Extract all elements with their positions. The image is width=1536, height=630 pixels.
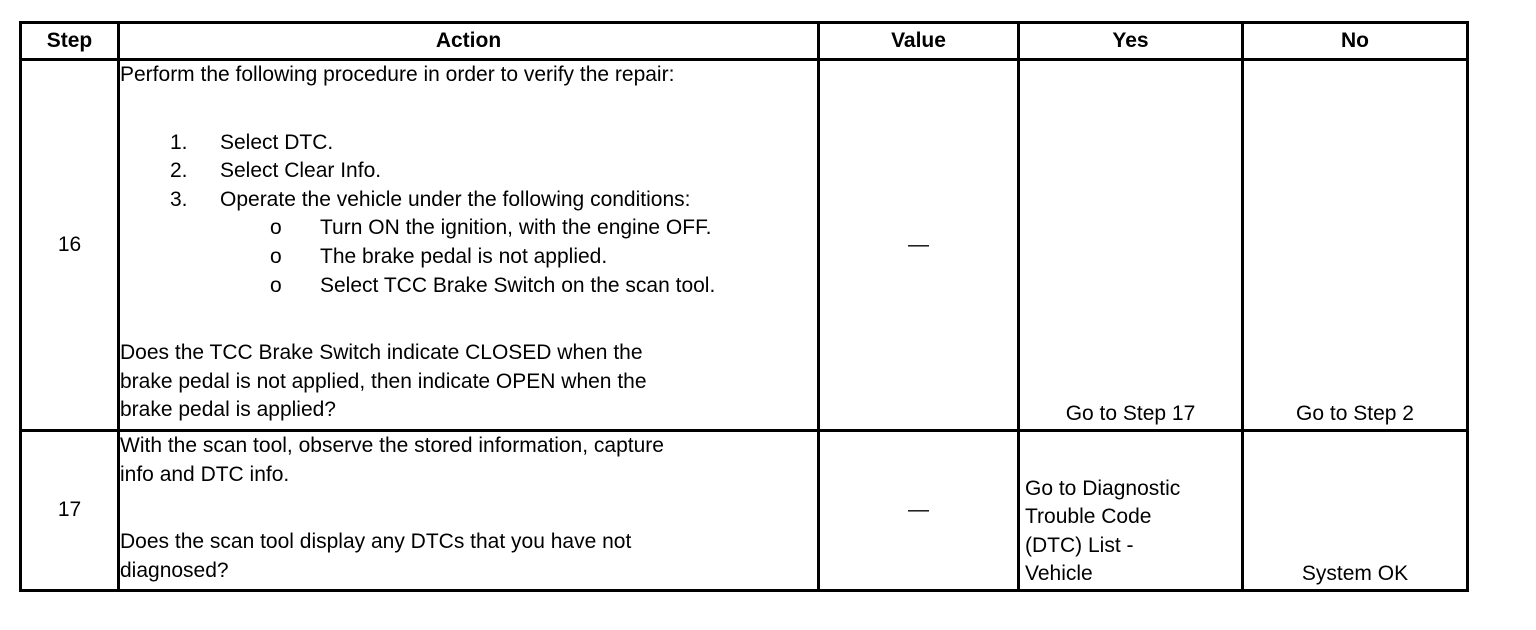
step-text: Operate the vehicle under the following conditions: xyxy=(220,187,691,211)
action-cell xyxy=(119,431,819,591)
procedure-intro: Perform the following procedure in order to verify the repair: xyxy=(120,63,675,86)
yes-cell xyxy=(1019,60,1243,431)
table-row xyxy=(21,431,1468,591)
step-index: 2. xyxy=(170,159,188,183)
question-line: Does the TCC Brake Switch indicate CLOSED when the xyxy=(120,341,643,365)
no-link[interactable]: System OK xyxy=(1301,562,1409,586)
header-action: Action xyxy=(119,23,819,60)
value-dash: — xyxy=(908,498,929,522)
bullet-icon: o xyxy=(270,216,282,240)
yes-link[interactable]: Go to Step 17 xyxy=(1065,402,1196,426)
yes-link[interactable] xyxy=(1025,475,1241,589)
condition-text: The brake pedal is not applied. xyxy=(320,244,608,268)
step-index: 3. xyxy=(170,187,188,211)
bullet-icon: o xyxy=(270,244,282,268)
question-line: Does the scan tool display any DTCs that you have not xyxy=(120,530,632,554)
condition-text: Turn ON the ignition, with the engine OFF. xyxy=(320,216,712,240)
header-no: No xyxy=(1243,23,1468,60)
step-text: Select Clear Info. xyxy=(220,159,382,183)
procedure-intro: info and DTC info. xyxy=(120,462,290,486)
question-line: diagnosed? xyxy=(120,558,229,582)
yes-line: Vehicle xyxy=(1025,562,1093,586)
header-yes: Yes xyxy=(1019,23,1243,60)
condition-list xyxy=(220,214,817,300)
value-cell xyxy=(819,60,1019,431)
table-row xyxy=(21,60,1468,431)
question-line: brake pedal is not applied, then indicate OPEN when the xyxy=(120,369,647,393)
value-dash: — xyxy=(908,232,929,256)
step-number: 17 xyxy=(21,431,119,591)
header-value: Value xyxy=(819,23,1019,60)
question-line: brake pedal is applied? xyxy=(120,398,336,422)
action-cell xyxy=(119,60,819,431)
header-step: Step xyxy=(21,23,119,60)
list-item xyxy=(220,214,817,243)
list-item xyxy=(120,157,817,186)
procedure-steps xyxy=(120,129,817,301)
diagnostic-table xyxy=(19,21,1469,592)
value-cell xyxy=(819,431,1019,591)
step-text: Select DTC. xyxy=(220,130,334,154)
list-item xyxy=(220,272,817,301)
yes-line: Go to Diagnostic xyxy=(1025,476,1181,500)
list-item xyxy=(120,186,817,300)
no-cell xyxy=(1243,60,1468,431)
list-item xyxy=(120,129,817,158)
yes-cell xyxy=(1019,431,1243,591)
procedure-intro: With the scan tool, observe the stored information, capture xyxy=(120,434,664,457)
header-row xyxy=(21,23,1468,60)
step-index: 1. xyxy=(170,130,188,154)
bullet-icon: o xyxy=(270,273,282,297)
step-number: 16 xyxy=(21,60,119,431)
no-cell xyxy=(1243,431,1468,591)
no-link[interactable]: Go to Step 2 xyxy=(1296,402,1414,426)
yes-line: (DTC) List - xyxy=(1025,533,1134,557)
list-item xyxy=(220,243,817,272)
condition-text: Select TCC Brake Switch on the scan tool. xyxy=(320,273,716,297)
yes-line: Trouble Code xyxy=(1025,505,1152,529)
